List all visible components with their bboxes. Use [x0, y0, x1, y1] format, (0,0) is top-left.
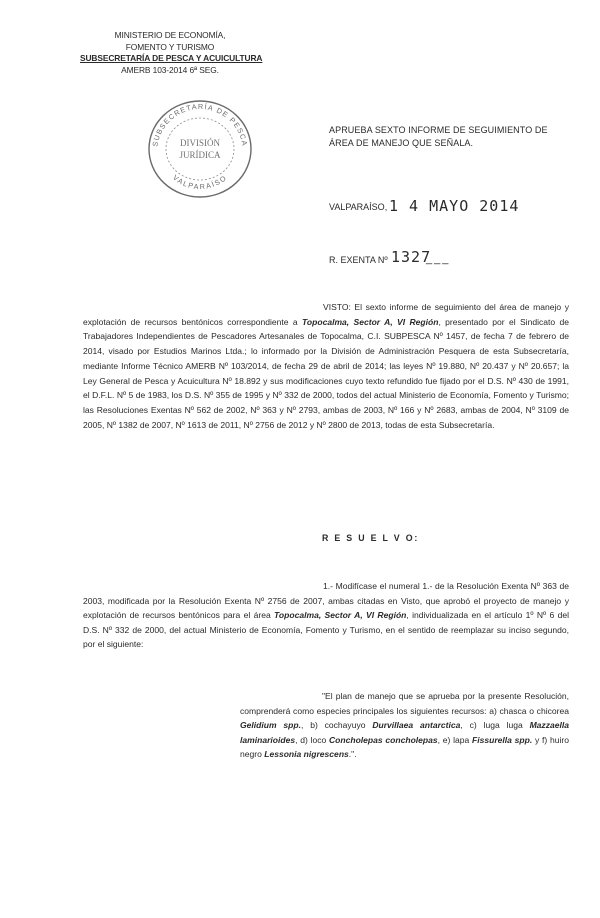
visto-text-2: , presentado por el Sindicato de Trabajadores Independientes de Pescadores Artesanales de Topocalma, C.I. SUBPESCA Nº 1457, de fecha 7 de febrero de 2014, visado por Estudios Marinos Ltda.; lo informado por la División de Administración Pesquera de esta Subsecretaría, mediante Informe Técnico AMERB Nº 103/2014, de fecha 29 de abril de 2014; las leyes Nº 19.880, Nº 20.437 y Nº 20.657; la Ley General de Pesca y Acuicultura Nº 18.892 y sus modificaciones cuyo texto refundido fue fijado por el D.S. Nº 430 de 1991, el D.F.L. Nº 5 de 1983, los D.S. Nº 355 de 1995 y Nº 332 de 2000, todos del actual Ministerio de Economía, Fomento y Turismo; las Resoluciones Exentas Nº 562 de 2002, Nº 363 y Nº 2793, ambas de 2003, Nº 166 y Nº 2683, ambas de 2004, Nº 3109 de 2005, Nº 1382 de 2007, Nº 1613 de 2011, Nº 2756 de 2012 y Nº 2800 de 2013, todas de esta Subsecretaría. [83, 316, 569, 430]
species-concholepas: Concholepas concholepas [329, 734, 438, 745]
dateline [329, 197, 559, 217]
species-durvillaea: Durvillaea antarctica [372, 720, 461, 731]
stamp-inner-ring [166, 118, 234, 180]
date-place: VALPARAÍSO, [329, 202, 388, 212]
quote-text-7: .". [348, 749, 357, 760]
division-juridica-stamp [143, 96, 257, 202]
stamp-center-line-2: JURÍDICA [179, 150, 221, 160]
article-1-paragraph [83, 579, 569, 652]
file-reference: AMERB 103-2014 6ª SEG. [121, 64, 219, 75]
resolution-number-underline: ___ [426, 253, 451, 265]
quote-text-1: "El plan de manejo que se aprueba por la presente Resolución, comprenderá como especies principales los siguientes recursos: a) chasca o chicorea [240, 691, 569, 716]
resolution-number-label: R. EXENTA Nº [329, 255, 388, 265]
visto-text-1: VISTO: El sexto informe de seguimiento del área de manejo y explotación de recursos bentónicos correspondiente a [83, 302, 569, 327]
article-1-text-2: , individualizada en el artículo 1º Nº 6 del D.S. Nº 332 de 2000, del actual Ministerio de Economía, Fomento y Turismo, en el sentido de reemplazar su inciso segundo, por el siguiente: [83, 610, 569, 650]
article-1-text-1: 1.- Modifícase el numeral 1.- de la Resolución Exenta Nº 363 de 2003, modificada por la Resolución Exenta Nº 2756 de 2007, ambas citadas en Visto, que aprobó el proyecto de manejo y explotación de recursos bentónicos para el área [83, 581, 569, 621]
quote-text-4: , d) loco [295, 734, 329, 745]
quote-text-6: y f) huiro negro [240, 734, 569, 760]
ministry-line-2: FOMENTO Y TURISMO [125, 41, 215, 52]
stamp-ring-bottom-text: VALPARAÍSO [171, 172, 229, 192]
species-fissurella: Fissurella spp. [472, 734, 533, 745]
resuelvo-heading: R E S U E L V O: [322, 533, 420, 543]
stamp-center-line-1: DIVISIÓN [180, 138, 220, 148]
visto-paragraph [83, 300, 569, 432]
species-lessonia: Lessonia nigrescens [264, 749, 349, 760]
subsecretaria-line: SUBSECRETARÍA DE PESCA Y ACUICULTURA [80, 53, 263, 63]
quote-text-5: , e) lapa [437, 734, 473, 745]
visto-area-name: Topocalma, Sector A, VI Región [302, 316, 439, 327]
stamp-ring-top-text: SUBSECRETARÍA DE PESCA [150, 101, 250, 148]
species-mazzaella: Mazzaella laminarioides [240, 720, 569, 745]
resolution-number-line [329, 248, 559, 268]
replacement-text-quote [240, 689, 569, 762]
species-gelidium: Gelidium spp. [240, 720, 301, 731]
quote-text-3: , c) luga luga [460, 720, 530, 731]
letterhead [80, 30, 263, 76]
ministry-line: MINISTERIO DE ECONOMÍA, [114, 30, 226, 40]
quote-text-2: , b) cochayuyo [300, 720, 373, 731]
article-1-area-name: Topocalma, Sector A, VI Región [274, 610, 407, 621]
resolution-number: 1327 [391, 248, 432, 266]
resolution-subject: APRUEBA SEXTO INFORME DE SEGUIMIENTO DE ÁREA DE MANEJO QUE SEÑALA. [329, 125, 548, 148]
date-stamp: 1 4 MAYO 2014 [389, 197, 520, 215]
